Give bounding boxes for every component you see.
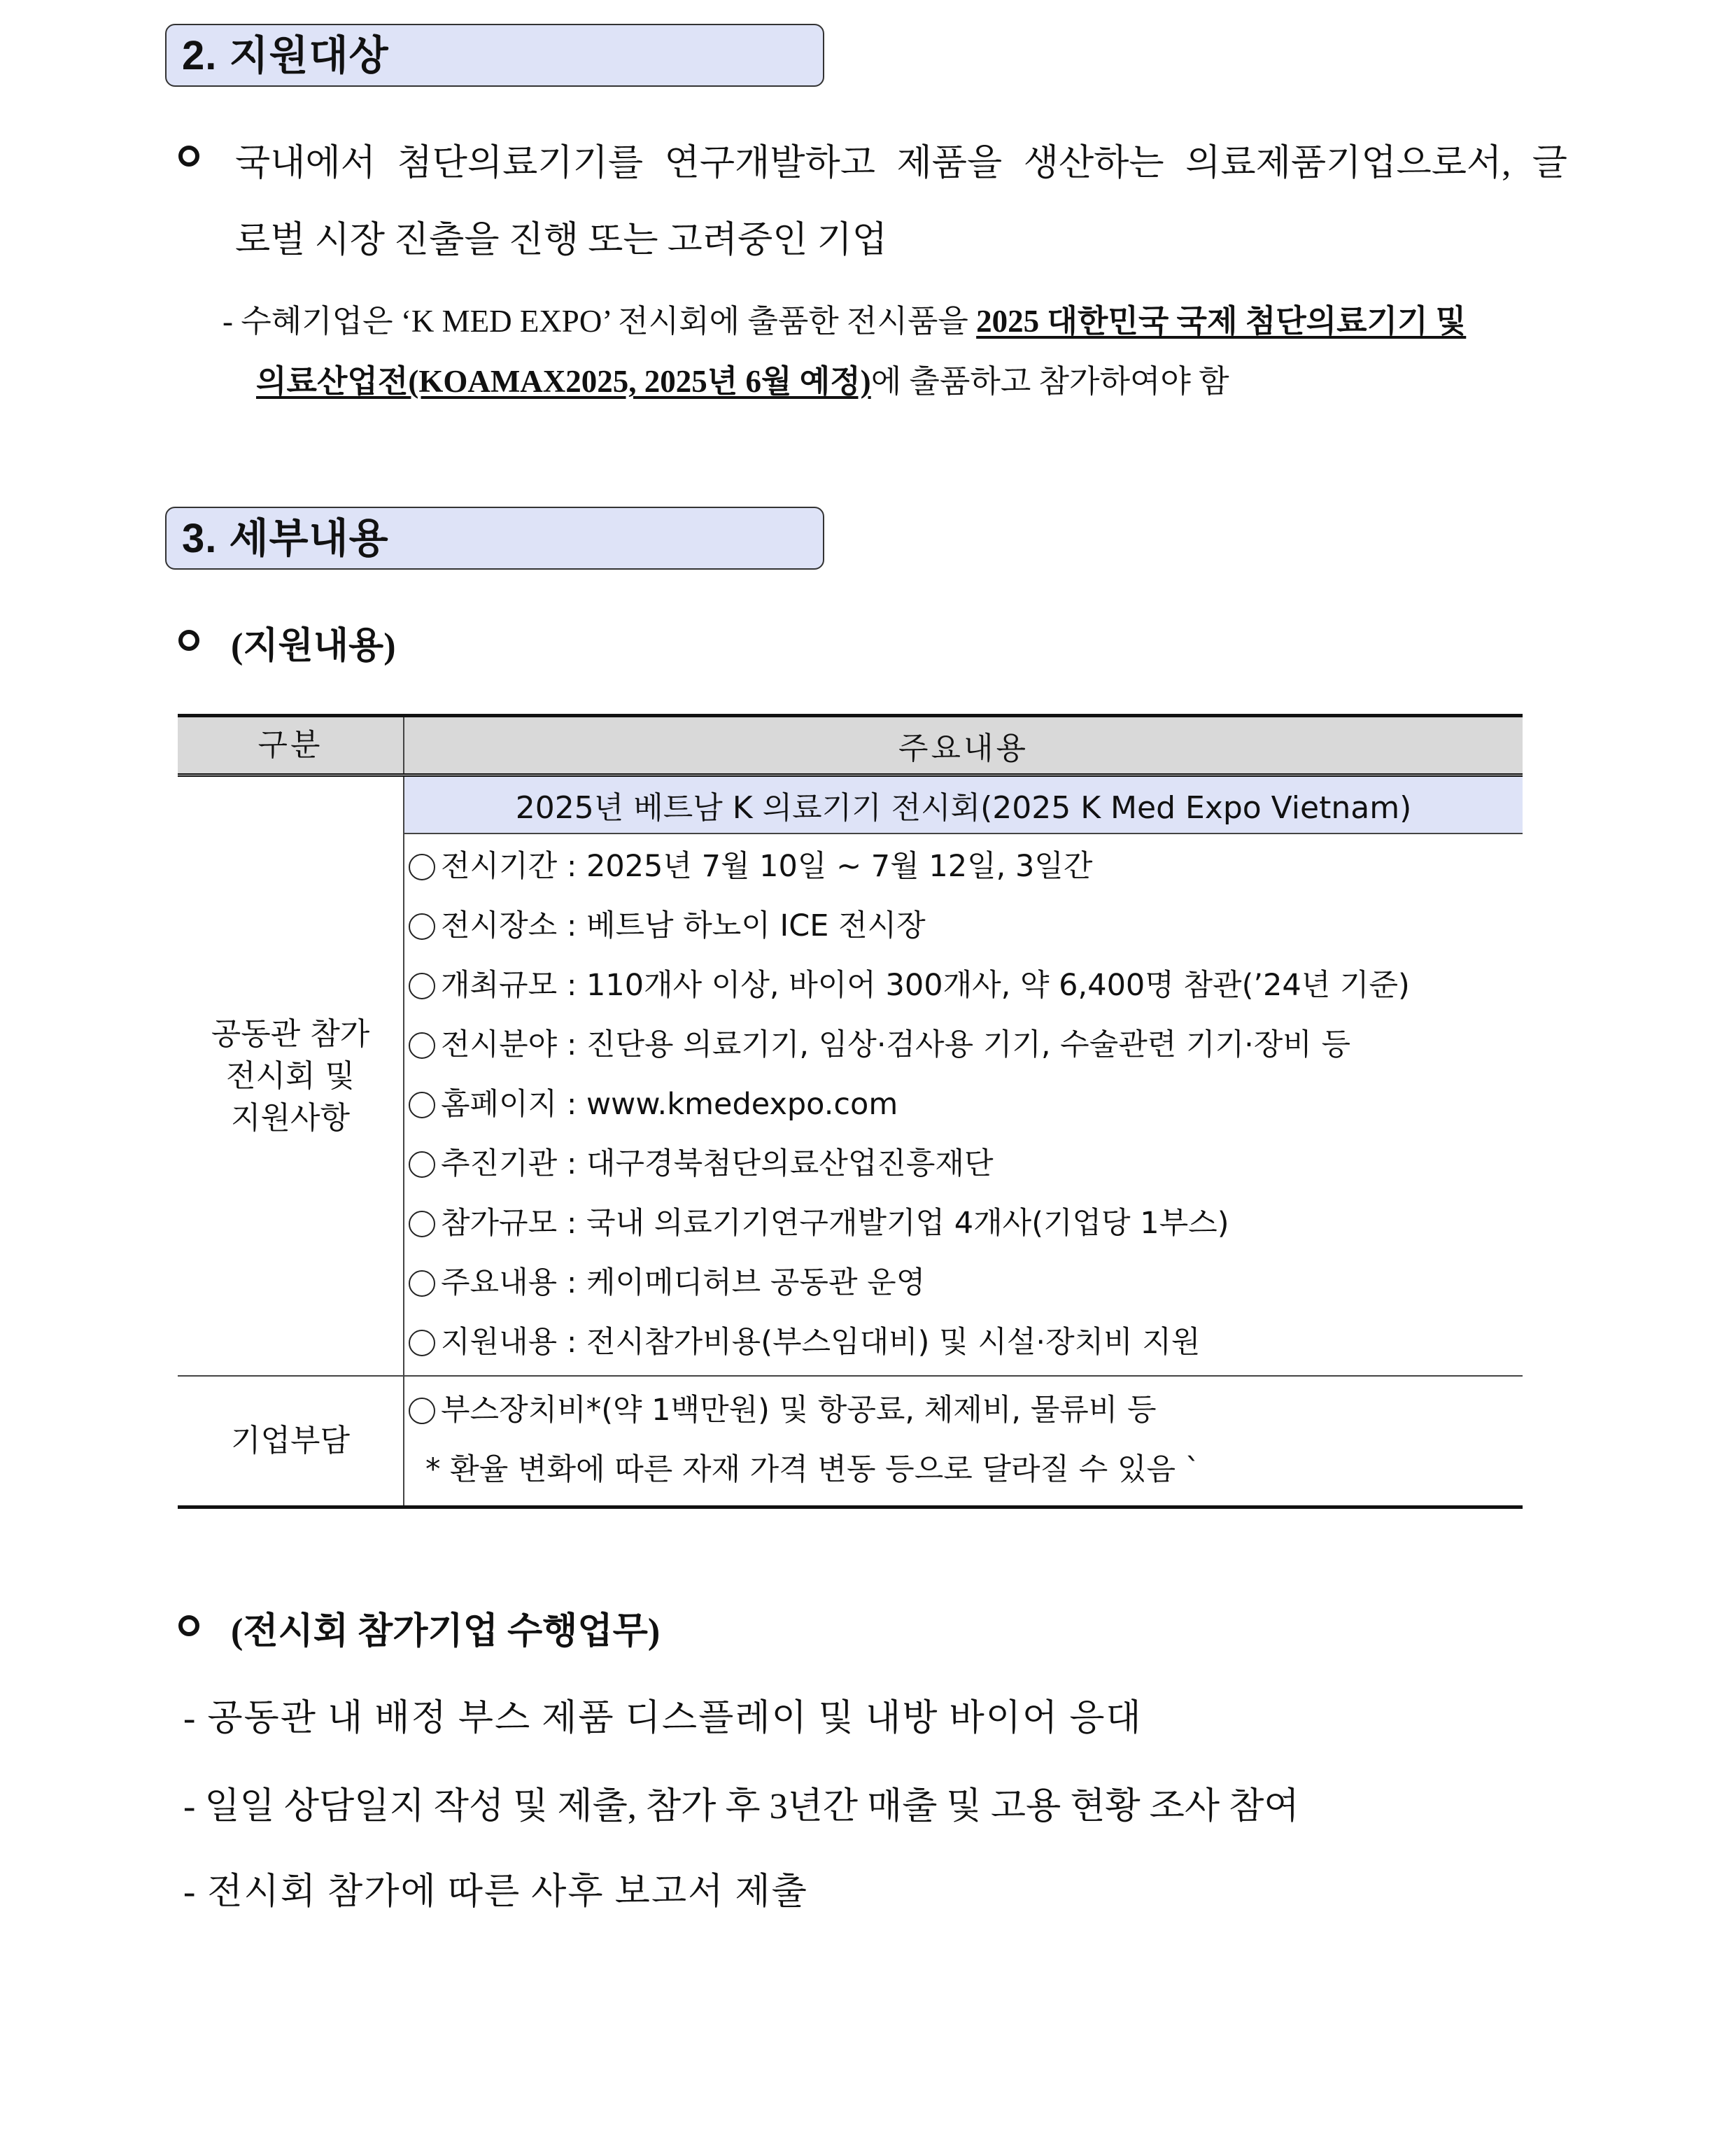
beneficiary-note-emphasis-1: 2025 대한민국 국제 첨단의료기기 및	[976, 304, 1467, 339]
row-label-company-burden: 기업부담	[178, 1376, 404, 1507]
item-text: 홈페이지 : www.kmedexpo.com	[441, 1087, 898, 1122]
item-text: 참가규모 : 국내 의료기기연구개발기업 4개사(기업당 1부스)	[441, 1206, 1229, 1241]
exchange-rate-note: * 환율 변화에 따른 자재 가격 변동 등으로 달라질 수 있음 `	[425, 1452, 1201, 1487]
target-description-line1: 국내에서 첨단의료기기를 연구개발하고 제품을 생산하는 의료제품기업으로서, 글	[235, 143, 1567, 183]
section-2-title: 2. 지원대상	[165, 24, 824, 87]
list-item	[404, 956, 1523, 1015]
item-text: 부스장치비*(약 1백만원) 및 항공료, 체제비, 물류비 등	[441, 1393, 1157, 1428]
beneficiary-note-emphasis-2: 의료산업전(KOAMAX2025, 2025년 6월 예정)	[256, 364, 871, 399]
row-label-line: 공동관 참가	[211, 1015, 370, 1052]
list-item	[404, 1075, 1523, 1134]
circle-bullet-icon	[409, 1151, 435, 1178]
circle-bullet-icon	[409, 1211, 435, 1237]
list-item	[404, 1134, 1523, 1194]
section-3-title: 3. 세부내용	[165, 507, 824, 570]
hollow-circle-bullet-icon	[178, 630, 199, 651]
list-item	[404, 1313, 1523, 1372]
duties-heading: (전시회 참가기업 수행업무)	[231, 1612, 661, 1652]
circle-bullet-icon	[409, 1330, 435, 1356]
circle-bullet-icon	[409, 1092, 435, 1118]
duty-item: - 전시회 참가에 따른 사후 보고서 제출	[183, 1872, 808, 1912]
table-row	[178, 775, 1523, 834]
list-item	[404, 1194, 1523, 1253]
circle-bullet-icon	[409, 973, 435, 999]
duty-item: - 일일 상담일지 작성 및 제출, 참가 후 3년간 매출 및 고용 현황 조사 참여	[183, 1787, 1299, 1827]
support-content-heading: (지원내용)	[231, 626, 396, 666]
beneficiary-note-prefix: - 수혜기업은 ‘K MED EXPO’ 전시회에 출품한 전시품을	[223, 304, 968, 339]
duty-item: - 공동관 내 배정 부스 제품 디스플레이 및 내방 바이어 응대	[183, 1699, 1143, 1738]
list-item	[404, 837, 1523, 896]
item-text: 추진기관 : 대구경북첨단의료산업진흥재단	[441, 1146, 994, 1181]
list-item	[404, 1015, 1523, 1075]
list-item	[404, 896, 1523, 956]
item-text: 주요내용 : 케이메디허브 공동관 운영	[441, 1265, 926, 1300]
exhibition-items	[404, 834, 1523, 1376]
item-text: 개최규모 : 110개사 이상, 바이어 300개사, 약 6,400명 참관(’24년 기준)	[441, 968, 1410, 1003]
target-description-line2: 로벌 시장 진출을 진행 또는 고려중인 기업	[235, 220, 887, 260]
table-header-row	[178, 716, 1523, 775]
item-text: 전시장소 : 베트남 하노이 ICE 전시장	[441, 908, 926, 943]
item-text: 전시분야 : 진단용 의료기기, 임상·검사용 기기, 수술관련 기기·장비 등	[441, 1027, 1351, 1062]
circle-bullet-icon	[409, 1398, 435, 1424]
item-text: 전시기간 : 2025년 7월 10일 ~ 7월 12일, 3일간	[441, 849, 1093, 884]
list-item	[404, 1253, 1523, 1313]
row-label-line: 전시회 및	[225, 1057, 355, 1094]
hollow-circle-bullet-icon	[178, 1615, 199, 1636]
header-main-content: 주요내용	[404, 716, 1523, 775]
hollow-circle-bullet-icon	[178, 146, 199, 167]
support-details-table	[178, 714, 1523, 1509]
circle-bullet-icon	[409, 1270, 435, 1297]
company-burden-items	[404, 1376, 1523, 1507]
list-item	[404, 1381, 1523, 1440]
circle-bullet-icon	[409, 854, 435, 880]
beneficiary-note-suffix: 에 출품하고 참가하여야 함	[870, 364, 1229, 399]
row-label-line: 지원사항	[230, 1099, 350, 1136]
circle-bullet-icon	[409, 913, 435, 940]
exhibition-title: 2025년 베트남 K 의료기기 전시회(2025 K Med Expo Vietnam)	[404, 775, 1523, 834]
table-row	[178, 1376, 1523, 1507]
header-category: 구분	[178, 716, 404, 775]
beneficiary-note-line1	[223, 295, 1567, 341]
circle-bullet-icon	[409, 1032, 435, 1059]
beneficiary-note-line2	[256, 356, 1229, 401]
item-text: 지원내용 : 전시참가비용(부스임대비) 및 시설·장치비 지원	[441, 1325, 1201, 1360]
row-label-exhibition	[178, 775, 404, 1377]
